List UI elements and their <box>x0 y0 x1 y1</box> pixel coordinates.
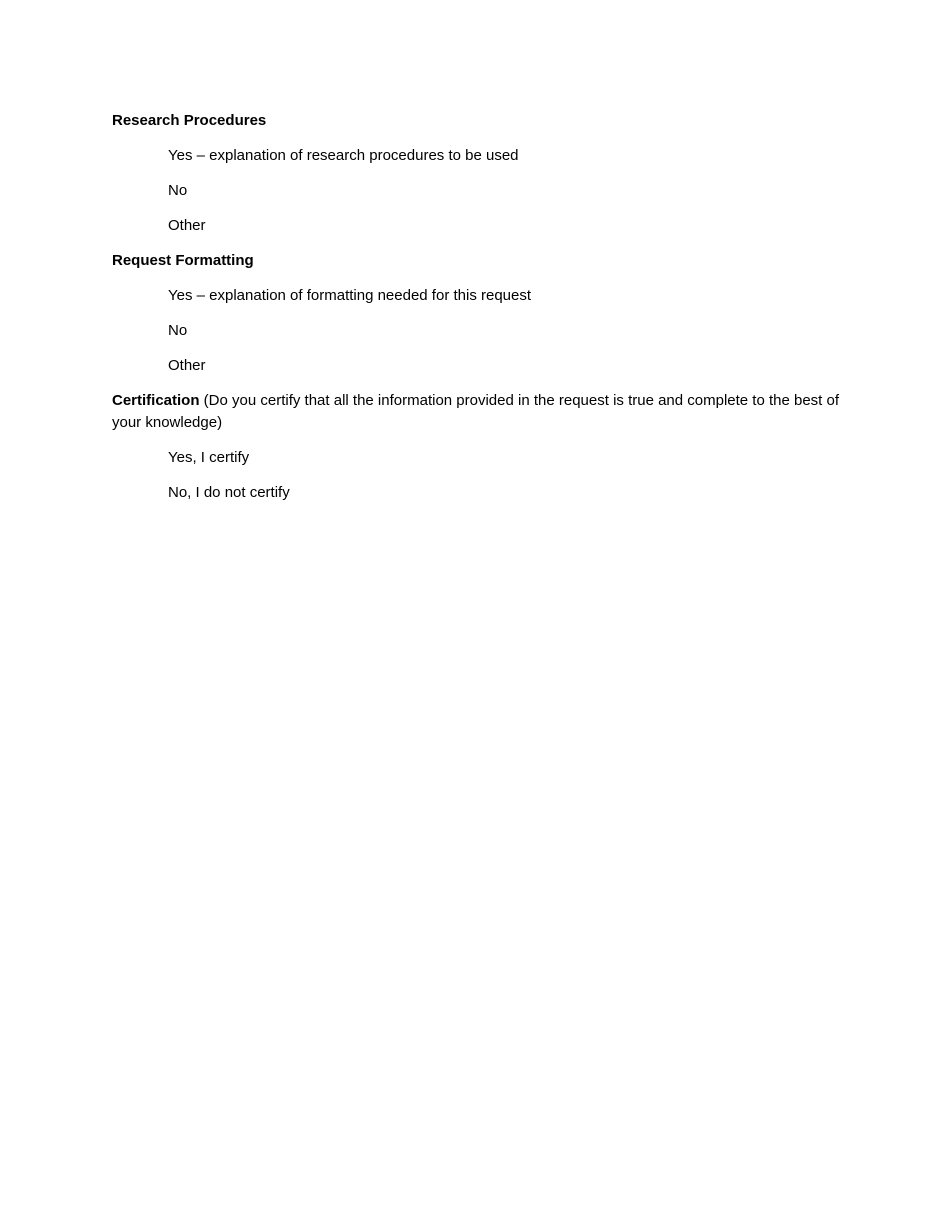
option-other: Other <box>168 217 206 234</box>
section-heading <box>112 110 842 132</box>
option-other: Other <box>168 357 206 374</box>
section-request-formatting <box>112 250 842 377</box>
option-no: No <box>168 322 188 339</box>
option-certify-yes: Yes, I certify <box>168 449 250 466</box>
option-certify-no: No, I do not certify <box>168 484 290 501</box>
section-heading <box>112 390 842 434</box>
section-title: Research Procedures <box>112 112 267 129</box>
section-certification <box>112 390 842 504</box>
option-yes: Yes – explanation of research procedures to be used <box>168 147 519 164</box>
section-title: Certification <box>112 392 200 409</box>
section-research-procedures <box>112 110 842 237</box>
document-page <box>112 110 842 517</box>
option-no: No <box>168 182 188 199</box>
option-yes: Yes – explanation of formatting needed for this request <box>168 287 532 304</box>
section-title: Request Formatting <box>112 252 254 269</box>
section-heading <box>112 250 842 272</box>
section-description: (Do you certify that all the information provided in the request is true and complete to the best of your knowledge) <box>112 392 840 431</box>
